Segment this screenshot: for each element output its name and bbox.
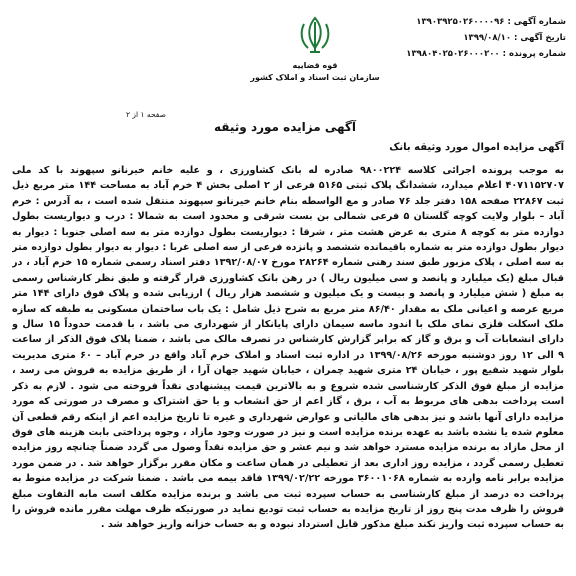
- page-number: صفحه ۱ از ۲: [126, 110, 166, 119]
- notice-subtitle: آگهی مزایده اموال مورد وثیقه بانک: [389, 142, 564, 153]
- notice-number: شماره آگهی : ۱۳۹۰۳۹۲۵۰۲۶۰۰۰۰۹۶: [416, 17, 566, 27]
- notice-date: تاریخ آگهی : ۱۳۹۹/۰۸/۱۰: [463, 33, 566, 43]
- iran-emblem-icon: [296, 14, 334, 56]
- notice-title: آگهی مزایده مورد وثیقه: [213, 120, 356, 134]
- organization-name: [250, 60, 380, 84]
- organization-line2: سازمان ثبت اسناد و املاک کشور: [250, 73, 380, 82]
- case-number: شماره پرونده : ۱۳۹۸۰۴۰۲۵۰۲۶۰۰۰۲۰۰: [406, 49, 566, 59]
- organization-line1: قوه قضاییه: [292, 61, 338, 70]
- notice-body: به موجب پرونده اجرائی کلاسه ۹۸۰۰۲۲۴ صادره له بانک کشاورزی ، و علیه خانم خیرنانو سپهوند با کد ملی ۴۰۷۱۱۵۲۷۰۷ اعلام میدارد، ششدانگ پلاک ثبتی ۵۱۶۵ فرعی از ۲ اصلی بخش ۴ خرم آباد به مساحت ۱۴۴ متر مربع ذیل ثبت ۲۲۸۶۷ صفحه ۱۵۸ دفتر جلد ۷۶ صادر و مع الواسطه بنام خانم خیرنانو سپهوند منتقل شده است ، به آدرس : خرم آباد – بلوار ولایت کوچه گلستان ۵ فرعی شمالی بن بست شرقی و محدود است به شمالا : درب و دیواریست بطول دوازده متر به کوچه ۸ متری به عرض هشت متر ، شرقا : دیواریست بطول دوازده متر به سه اصلی جنوبا : دیوار به دیوار بطول دوازده متر به شماره باقیمانده ششصد و پانزده فرعی از سه اصلی غربا : دیوار به دیوار بطول دوازده متر به سه اصلی ، پلاک مزبور طبق سند رهنی شماره ۲۸۲۶۴ مورخ ۱۳۹۲/۰۸/۰۷ دفتر اسناد رسمی شماره ۱۵ خرم آباد ، در قبال مبلغ (یک میلیارد و پانصد و سی میلیون ریال ) در رهن بانک کشاورزی قرار گرفته و طبق نظر کارشناس رسمی به مبلغ ( شش میلیارد و پانصد و بیست و یک میلیون و ششصد هزار ریال ) ارزیابی شده و پلاک فوق دارای ۱۴۴ متر مربع عرصه و اعیانی ملک به مقدار ۸۶/۴۰ متر مربع به شرح ذیل شامل : یک باب ساختمان مسکونی به طبقه که سازه ملک اسکلت فلزی نمای ملک با اندود ماسه سیمان دارای پایانکار از شهرداری می باشد ، با قدمت حدوداً ۱۵ سال و دارای انشعابات آب و برق و گاز که برابر گزارش کارشناس در تصرف مالک می باشد ، ضمنا پلاک فوق الذکر از ساعت ۹ الی ۱۲ روز دوشنبه مورخه ۱۳۹۹/۰۸/۲۶ در اداره ثبت اسناد و املاک خرم آباد واقع در خرم آباد – ۶۰ متری مدیریت بلوار شهید شفیع پور ، خیابان ۲۴ متری شهید چمران ، خیابان شهید جهان آرا ، از طریق مزایده به فروش می رسد ، مزایده از مبلغ فوق الذکر کارشناسی شده شروع و به بالاترین قیمت پیشنهادی نقداً فروخته می شود . لازم به ذکر است پرداخت بدهی های مربوط به آب ، برق ، گاز اعم از حق انشعاب و یا حق اشتراک و مصرف در صورتی که مورد مزایده دارای آنها باشد و نیز بدهی های مالیاتی و عوارض شهرداری و غیره تا تاریخ مزایده اعم از اینکه رقم قطعی آن معلوم شده یا نشده باشد به عهده برنده مزایده است و نیز در صورت وجود مازاد ، وجوه پرداختی بابت هزینه های فوق از محل مازاد به برنده مزایده مسترد خواهد شد و نیم عشر و حق مزایده نقداً وصول می گردد ضمناً چنانچه روز مزایده تعطیل رسمی گردد ، مزایده روز اداری بعد از تعطیلی در همان ساعت و مکان مقرر برگزار خواهد شد . در ضمن مورد مزایده برابر نامه وارده به شماره ۳۶۰۰۱۰۶۸ مورخه ۱۳۹۹/۰۲/۲۲ فاقد بیمه می باشد . ضمنا شرکت در مزایده منوط به پرداخت ده درصد از مبلغ کارشناسی به حساب سپرده ثبت می باشد و برنده مزایده مکلف است مابه التفاوت مبلغ فروش را ظرف مدت پنج روز از تاریخ مزایده به حساب ثبت تودیع نماید در صورتیکه ظرف مهلت مقرر مانده فروش را به حساب سپرده ثبت واریز نکند مبلغ مذکور قابل استرداد نبوده و به حساب خزانه واریز خواهد شد .: [12, 165, 564, 531]
- notice-meta: [381, 14, 566, 62]
